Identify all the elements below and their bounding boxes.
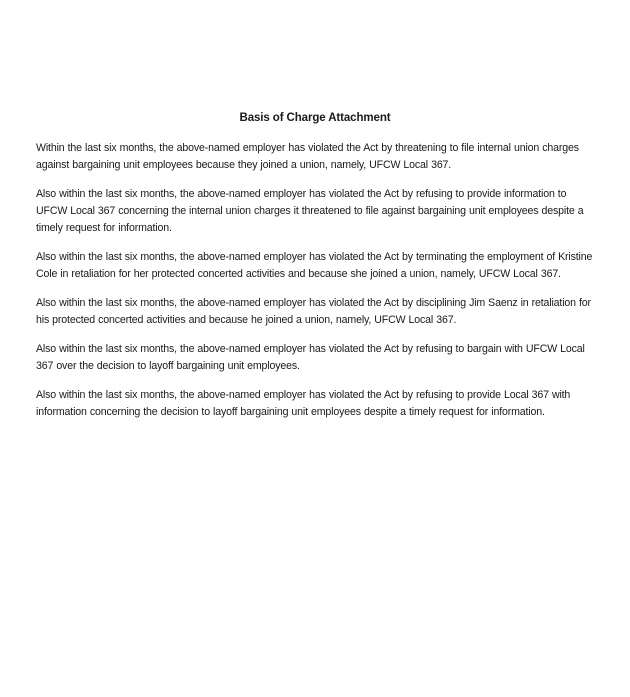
paragraph-2: Also within the last six months, the above-named employer has violated the Act by refusing to provide information to UFCW Local 367 concerning the internal union charges it threatened to file against bargaining unit employees despite a timely request for information. — [36, 188, 584, 234]
paragraph-6: Also within the last six months, the above-named employer has violated the Act by refusing to provide Local 367 with information concerning the decision to layoff bargaining unit employees despite a timely request for information. — [36, 389, 571, 418]
paragraph-4: Also within the last six months, the above-named employer has violated the Act by disciplining Jim Saenz in retaliation for his protected concerted activities and because he joined a union, namely, UFCW Local 367. — [36, 297, 591, 326]
document-title: Basis of Charge Attachment — [239, 112, 391, 124]
paragraph-1: Within the last six months, the above-named employer has violated the Act by threatening to file internal union charges against bargaining unit employees because they joined a union, namely, UFCW Local 367. — [36, 142, 579, 171]
document-body — [36, 140, 598, 433]
paragraph-3: Also within the last six months, the above-named employer has violated the Act by terminating the employment of Kristine Cole in retaliation for her protected concerted activities and because she joined a union, namely, UFCW Local 367. — [36, 251, 593, 280]
paragraph-5: Also within the last six months, the above-named employer has violated the Act by refusing to bargain with UFCW Local 367 over the decision to layoff bargaining unit employees. — [36, 343, 585, 372]
